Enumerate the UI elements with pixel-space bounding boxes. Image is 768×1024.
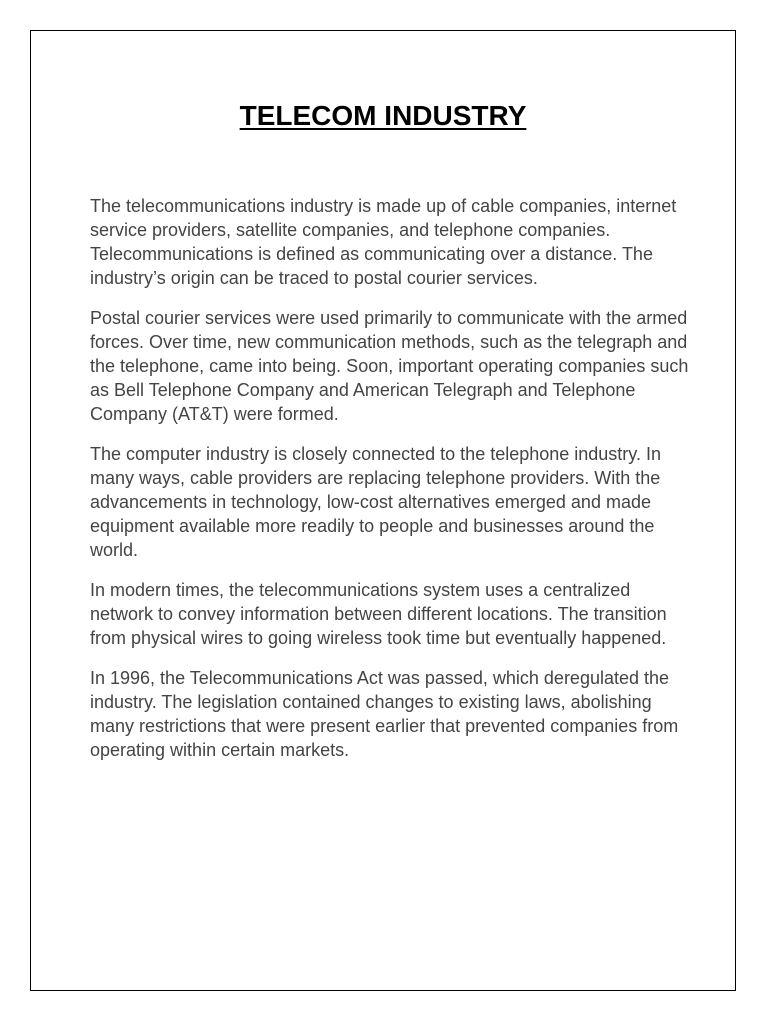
paragraph-4: In modern times, the telecommunications system uses a centralized network to convey information between different locations. The transition from physical wires to going wireless took time but eventually happened.: [90, 580, 667, 648]
paragraph-3: The computer industry is closely connected to the telephone industry. In many ways, cable providers are replacing telephone providers. With the advancements in technology, low-cost alternatives emerged and made equipment available more readily to people and businesses around the world.: [90, 444, 661, 560]
paragraph-2: Postal courier services were used primarily to communicate with the armed forces. Over time, new communication methods, such as the telegraph and the telephone, came into being. Soon, important operating companies such as Bell Telephone Company and American Telegraph and Telephone Company (AT&T) were formed.: [90, 308, 689, 424]
paragraph-1: The telecommunications industry is made up of cable companies, internet service providers, satellite companies, and telephone companies. Telecommunications is defined as communicating over a distance. The industry’s origin can be traced to postal courier services.: [90, 196, 677, 288]
paragraph-5: In 1996, the Telecommunications Act was passed, which deregulated the industry. The legislation contained changes to existing laws, abolishing many restrictions that were present earlier that prevented companies from operating within certain markets.: [90, 668, 679, 760]
document-body: [90, 194, 690, 778]
document-title: TELECOM INDUSTRY: [239, 100, 527, 131]
